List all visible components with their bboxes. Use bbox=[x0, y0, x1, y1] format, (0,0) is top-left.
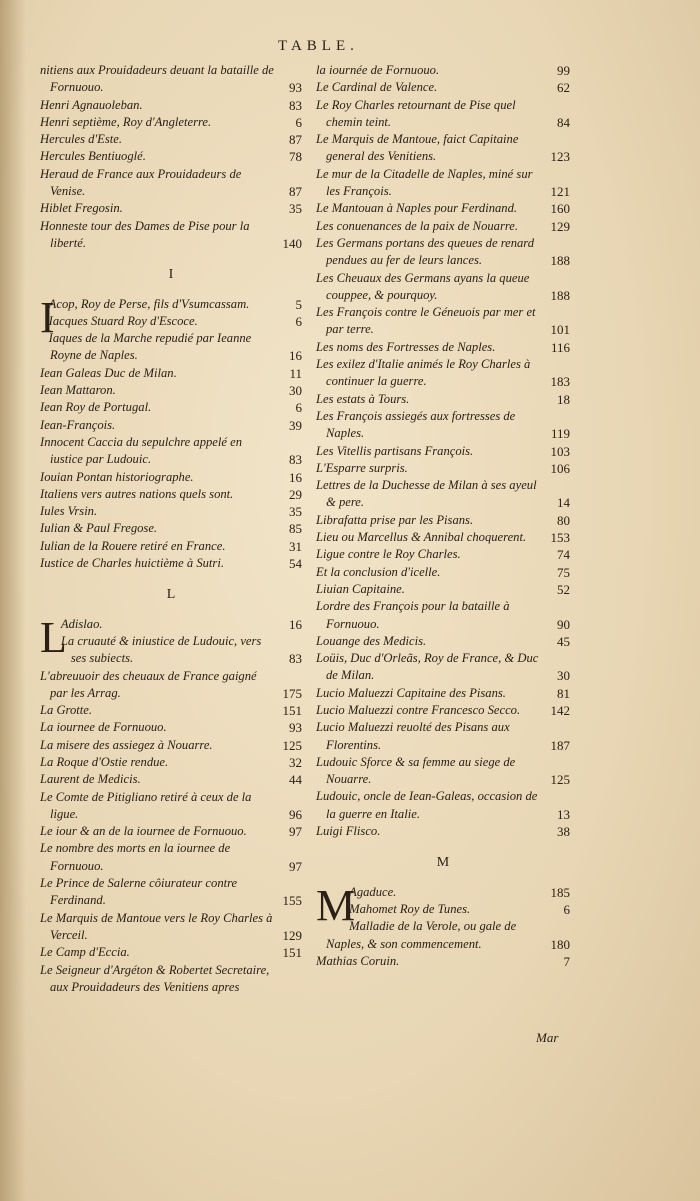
entry-text: Italiens vers autres nations quels sont. bbox=[40, 486, 234, 501]
entry-text: Laurent de Medicis. bbox=[40, 772, 141, 787]
entry-text: Lucio Maluezzi contre Francesco Secco. bbox=[316, 702, 521, 717]
entry-page-number: 125 bbox=[282, 737, 302, 753]
entry-page-number: 30 bbox=[289, 383, 302, 399]
entry-page-number: 185 bbox=[550, 884, 570, 900]
index-entry bbox=[40, 503, 302, 520]
index-entry bbox=[40, 114, 302, 131]
entry-page-number: 29 bbox=[289, 486, 302, 502]
index-entry bbox=[316, 356, 570, 391]
entry-page-number: 45 bbox=[557, 633, 570, 649]
entry-text: Et la conclusion d'icelle. bbox=[316, 564, 441, 579]
entry-text: Hiblet Fregosin. bbox=[40, 201, 123, 216]
index-entry bbox=[40, 200, 302, 217]
entry-page-number: 6 bbox=[295, 313, 302, 329]
index-entry bbox=[40, 538, 302, 555]
entry-page-number: 85 bbox=[289, 521, 302, 537]
index-entry bbox=[316, 823, 570, 840]
section-letter-l: L bbox=[166, 587, 176, 603]
index-entry bbox=[316, 953, 570, 970]
index-entry bbox=[40, 97, 302, 114]
entry-page-number: 119 bbox=[550, 426, 570, 442]
entry-text: Lordre des François pour la bataille à Fornuouo. bbox=[316, 599, 510, 631]
dropcap-l: L bbox=[40, 612, 67, 662]
entry-text: Iean-François. bbox=[40, 417, 116, 432]
entry-page-number: 5 bbox=[295, 296, 302, 312]
entry-text: Les noms des Fortresses de Naples. bbox=[316, 339, 496, 354]
entry-page-number: 129 bbox=[282, 927, 302, 943]
entry-text: Le Comte de Pitigliano retiré à ceux de la ligue. bbox=[40, 789, 252, 821]
entry-text: Iaques de la Marche repudié par Ieanne Royne de Naples. bbox=[48, 331, 252, 363]
entry-page-number: 18 bbox=[557, 391, 570, 407]
index-entry bbox=[40, 754, 302, 771]
entry-page-number: 32 bbox=[289, 754, 302, 770]
entry-page-number: 93 bbox=[289, 720, 302, 736]
index-entry bbox=[316, 702, 570, 719]
index-entry bbox=[316, 754, 570, 789]
entry-text: Liuian Capitaine. bbox=[316, 581, 405, 596]
entry-page-number: 175 bbox=[282, 685, 302, 701]
entry-text: La iournee de Fornuouo. bbox=[40, 720, 167, 735]
entry-text: La cruauté & iniustice de Ludouic, vers ses subiects. bbox=[60, 633, 262, 666]
entry-page-number: 35 bbox=[289, 504, 302, 520]
entry-text: nitiens aux Prouidadeurs deuant la bataille de Fornuouo. bbox=[40, 63, 274, 95]
index-entry bbox=[40, 131, 302, 148]
entry-text: la iournée de Fornuouo. bbox=[316, 63, 440, 77]
page-title: TABLE. bbox=[278, 38, 359, 54]
index-entry bbox=[316, 564, 570, 581]
entry-text: Le Prince de Salerne côiurateur contre Ferdinand. bbox=[40, 876, 238, 908]
entry-text: Iean Mattaron. bbox=[40, 383, 116, 398]
entry-text: Mathias Coruin. bbox=[316, 953, 400, 968]
entry-page-number: 188 bbox=[550, 253, 570, 269]
section-l-continued-entries bbox=[316, 62, 570, 840]
entry-text: Louange des Medicis. bbox=[316, 633, 427, 648]
entry-page-number: 81 bbox=[557, 685, 570, 701]
entry-text: Le Roy Charles retournant de Pise quel chemin teint. bbox=[316, 97, 516, 129]
entry-page-number: 151 bbox=[282, 703, 302, 719]
entry-page-number: 6 bbox=[563, 901, 570, 917]
index-entry bbox=[40, 486, 302, 503]
index-entry bbox=[316, 339, 570, 356]
index-entry bbox=[316, 546, 570, 563]
index-entry bbox=[40, 382, 302, 399]
index-entry bbox=[40, 789, 302, 824]
index-entry bbox=[40, 313, 302, 330]
entry-text: La misere des assiegez à Nouarre. bbox=[40, 737, 213, 752]
entry-page-number: 80 bbox=[557, 512, 570, 528]
entry-page-number: 151 bbox=[282, 945, 302, 961]
entry-page-number: 11 bbox=[289, 365, 302, 381]
index-entry bbox=[316, 581, 570, 598]
index-entry bbox=[40, 434, 302, 469]
entry-text: Innocent Caccia du sepulchre appelé en iustice par Ludouic. bbox=[40, 434, 243, 467]
entry-page-number: 153 bbox=[550, 530, 570, 546]
index-entry bbox=[316, 901, 570, 918]
index-entry bbox=[40, 296, 302, 313]
entry-page-number: 87 bbox=[289, 132, 302, 148]
index-entry bbox=[40, 944, 302, 961]
entry-page-number: 97 bbox=[289, 824, 302, 840]
index-entry bbox=[316, 685, 570, 702]
entry-page-number: 38 bbox=[557, 824, 570, 840]
entry-text: Lettres de la Duchesse de Milan à ses ayeul & pere. bbox=[316, 478, 537, 510]
entry-text: Les Cheuaux des Germans ayans la queue couppee, & pourquoy. bbox=[316, 270, 530, 302]
section-letter-m: M bbox=[436, 855, 450, 871]
entry-text: Hercules Bentiuoglé. bbox=[40, 149, 146, 164]
index-entry bbox=[40, 962, 302, 997]
entry-page-number: 54 bbox=[289, 556, 302, 572]
index-entry bbox=[40, 823, 302, 840]
index-entry bbox=[316, 598, 570, 633]
entry-page-number: 129 bbox=[550, 218, 570, 234]
entry-text: Lucio Maluezzi Capitaine des Pisans. bbox=[316, 685, 506, 700]
index-entry bbox=[40, 469, 302, 486]
section-letter-i: I bbox=[168, 267, 174, 283]
index-entry bbox=[40, 719, 302, 736]
index-entry bbox=[316, 650, 570, 685]
index-entry bbox=[316, 79, 570, 96]
section-m-entries bbox=[316, 880, 570, 970]
index-entry bbox=[316, 460, 570, 477]
entry-page-number: 75 bbox=[557, 564, 570, 580]
entry-text: Le nombre des morts en la iournee de Fornuouo. bbox=[40, 841, 231, 873]
left-top-entries bbox=[40, 62, 302, 252]
entry-page-number: 183 bbox=[550, 374, 570, 390]
entry-text: Iulian & Paul Fregose. bbox=[40, 521, 158, 536]
entry-page-number: 78 bbox=[289, 149, 302, 165]
entry-text: Le Camp d'Eccia. bbox=[40, 945, 130, 960]
entry-page-number: 188 bbox=[550, 287, 570, 303]
entry-page-number: 87 bbox=[289, 184, 302, 200]
entry-page-number: 83 bbox=[289, 452, 302, 468]
entry-text: Adislao. bbox=[60, 616, 103, 631]
index-entry bbox=[316, 270, 570, 305]
entry-text: Le mur de la Citadelle de Naples, miné sur les François. bbox=[316, 166, 533, 199]
index-entry bbox=[316, 200, 570, 217]
index-entry bbox=[316, 131, 570, 166]
index-entry bbox=[40, 399, 302, 416]
index-entry bbox=[316, 477, 570, 512]
index-entry bbox=[40, 668, 302, 703]
entry-text: Malladie de la Verole, ou gale de Naples, & son commencement. bbox=[326, 919, 517, 951]
entry-page-number: 106 bbox=[550, 460, 570, 476]
index-entry bbox=[316, 235, 570, 270]
entry-text: Le iour & an de la iournee de Fornuouo. bbox=[40, 824, 247, 839]
entry-text: Les Germans portans des queues de renard pendues au fer de leurs lances. bbox=[316, 235, 535, 268]
entry-page-number: 93 bbox=[289, 80, 302, 96]
index-entry bbox=[40, 330, 302, 365]
entry-text: Lieu ou Marcellus & Annibal choquerent. bbox=[316, 530, 527, 545]
dropcap-m: M bbox=[316, 880, 356, 930]
entry-text: Iustice de Charles huictième à Sutri. bbox=[40, 556, 224, 571]
entry-text: Acop, Roy de Perse, fils d'Vsumcassam. bbox=[48, 296, 250, 311]
index-entry bbox=[40, 771, 302, 788]
index-entry bbox=[40, 148, 302, 165]
entry-text: La Grotte. bbox=[40, 703, 93, 718]
entry-text: L'Esparre surpris. bbox=[316, 460, 408, 475]
index-entry bbox=[316, 529, 570, 546]
entry-page-number: 39 bbox=[289, 417, 302, 433]
index-entry bbox=[316, 884, 570, 901]
entry-page-number: 160 bbox=[550, 201, 570, 217]
entry-text: Les conuenances de la paix de Nouarre. bbox=[316, 218, 519, 233]
index-entry bbox=[316, 166, 570, 201]
index-entry bbox=[40, 218, 302, 253]
dropcap-i: I bbox=[40, 292, 55, 342]
entry-text: Librafatta prise par les Pisans. bbox=[316, 512, 474, 527]
index-entry bbox=[40, 166, 302, 201]
entry-page-number: 155 bbox=[282, 893, 302, 909]
entry-page-number: 97 bbox=[289, 858, 302, 874]
entry-text: Les exilez d'Italie animés le Roy Charles à continuer la guerre. bbox=[316, 357, 531, 389]
entry-page-number: 83 bbox=[289, 651, 302, 667]
index-entry bbox=[40, 365, 302, 382]
entry-page-number: 121 bbox=[550, 184, 570, 200]
entry-text: Ligue contre le Roy Charles. bbox=[316, 547, 461, 562]
entry-text: Henri Agnauoleban. bbox=[40, 97, 143, 112]
entry-page-number: 7 bbox=[563, 953, 570, 969]
entry-text: Iean Roy de Portugal. bbox=[40, 400, 152, 415]
entry-text: Iouian Pontan historiographe. bbox=[40, 469, 194, 484]
section-i-entries bbox=[40, 292, 302, 573]
entry-page-number: 31 bbox=[289, 538, 302, 554]
entry-text: L'abreuuoir des cheuaux de France gaigné par les Arrag. bbox=[40, 668, 257, 700]
entry-page-number: 30 bbox=[557, 668, 570, 684]
entry-page-number: 99 bbox=[557, 63, 570, 78]
index-entry bbox=[316, 97, 570, 132]
entry-text: Lucio Maluezzi reuolté des Pisans aux Florentins. bbox=[316, 720, 510, 752]
index-entry bbox=[40, 417, 302, 434]
entry-page-number: 16 bbox=[289, 616, 302, 632]
entry-page-number: 140 bbox=[282, 235, 302, 251]
entry-text: Honneste tour des Dames de Pise pour la liberté. bbox=[40, 218, 250, 250]
index-entry bbox=[40, 910, 302, 945]
entry-page-number: 123 bbox=[550, 149, 570, 165]
index-entry bbox=[316, 408, 570, 443]
index-entry bbox=[316, 443, 570, 460]
index-entry bbox=[316, 218, 570, 235]
entry-page-number: 125 bbox=[550, 772, 570, 788]
catchword: Mar bbox=[536, 1030, 559, 1045]
index-entry bbox=[40, 616, 302, 633]
section-l-entries bbox=[40, 612, 302, 997]
entry-page-number: 96 bbox=[289, 806, 302, 822]
entry-text: Agaduce. bbox=[349, 884, 397, 899]
index-entry bbox=[40, 555, 302, 572]
entry-text: Loüis, Duc d'Orleãs, Roy de France, & Duc de Milan. bbox=[316, 651, 539, 683]
entry-text: Iulian de la Rouere retiré en France. bbox=[40, 538, 226, 553]
index-entry bbox=[316, 788, 570, 823]
entry-page-number: 74 bbox=[557, 547, 570, 563]
entry-text: Iacques Stuard Roy d'Escoce. bbox=[48, 313, 198, 328]
entry-page-number: 52 bbox=[557, 581, 570, 597]
entry-page-number: 62 bbox=[557, 80, 570, 96]
entry-text: Ludouic, oncle de Iean-Galeas, occasion de la guerre en Italie. bbox=[316, 789, 538, 821]
left-column bbox=[40, 62, 302, 996]
entry-page-number: 187 bbox=[550, 737, 570, 753]
entry-page-number: 116 bbox=[550, 339, 570, 355]
index-entry bbox=[316, 304, 570, 339]
index-entry bbox=[40, 875, 302, 910]
entry-page-number: 16 bbox=[289, 469, 302, 485]
page-gutter-shade bbox=[0, 0, 26, 1201]
entry-text: Les estats à Tours. bbox=[316, 391, 410, 406]
index-entry bbox=[316, 918, 570, 953]
entry-text: Ludouic Sforce & sa femme au siege de Nouarre. bbox=[316, 754, 516, 787]
index-entry bbox=[40, 633, 302, 668]
entry-text: Le Marquis de Mantoue vers le Roy Charles à Verceil. bbox=[40, 910, 273, 942]
entry-page-number: 142 bbox=[550, 702, 570, 718]
entry-page-number: 13 bbox=[557, 806, 570, 822]
entry-text: Iean Galeas Duc de Milan. bbox=[40, 365, 177, 380]
entry-page-number: 16 bbox=[289, 348, 302, 364]
index-entry bbox=[316, 633, 570, 650]
index-entry bbox=[40, 520, 302, 537]
entry-text: Henri septième, Roy d'Angleterre. bbox=[40, 114, 212, 129]
index-entry bbox=[316, 719, 570, 754]
index-entry bbox=[40, 702, 302, 719]
entry-page-number: 90 bbox=[557, 616, 570, 632]
index-entry bbox=[40, 840, 302, 875]
index-entry bbox=[40, 737, 302, 754]
entry-text: Les Vitellis partisans François. bbox=[316, 443, 474, 458]
entry-page-number: 180 bbox=[550, 936, 570, 952]
entry-page-number: 44 bbox=[289, 772, 302, 788]
entry-page-number: 83 bbox=[289, 97, 302, 113]
entry-page-number: 6 bbox=[295, 400, 302, 416]
entry-page-number: 14 bbox=[557, 495, 570, 511]
entry-page-number: 84 bbox=[557, 114, 570, 130]
entry-text: Les François assiegés aux fortresses de Naples. bbox=[316, 408, 516, 441]
entry-text: Le Seigneur d'Argéton & Robertet Secretaire, aux Prouidadeurs des Venitiens apres bbox=[40, 962, 270, 994]
entry-text: Le Cardinal de Valence. bbox=[316, 80, 438, 95]
entry-text: Le Mantouan à Naples pour Ferdinand. bbox=[316, 201, 518, 216]
entry-text: Heraud de France aux Prouidadeurs de Venise. bbox=[40, 166, 242, 199]
index-entry bbox=[316, 512, 570, 529]
entry-page-number: 35 bbox=[289, 201, 302, 217]
entry-text: La Roque d'Ostie rendue. bbox=[40, 754, 169, 769]
entry-text: Iules Vrsin. bbox=[40, 504, 98, 519]
entry-text: Le Marquis de Mantoue, faict Capitaine general des Venitiens. bbox=[316, 132, 519, 164]
entry-page-number: 103 bbox=[550, 443, 570, 459]
entry-text: Les François contre le Géneuois par mer et par terre. bbox=[316, 305, 536, 337]
entry-page-number: 6 bbox=[295, 114, 302, 130]
entry-text: Luigi Flisco. bbox=[316, 824, 381, 839]
index-entry bbox=[40, 62, 302, 97]
entry-text: Mahomet Roy de Tunes. bbox=[349, 901, 471, 916]
index-entry bbox=[316, 62, 570, 79]
right-column bbox=[316, 62, 570, 970]
entry-text: Hercules d'Este. bbox=[40, 132, 122, 147]
index-entry bbox=[316, 391, 570, 408]
entry-page-number: 101 bbox=[550, 322, 570, 338]
